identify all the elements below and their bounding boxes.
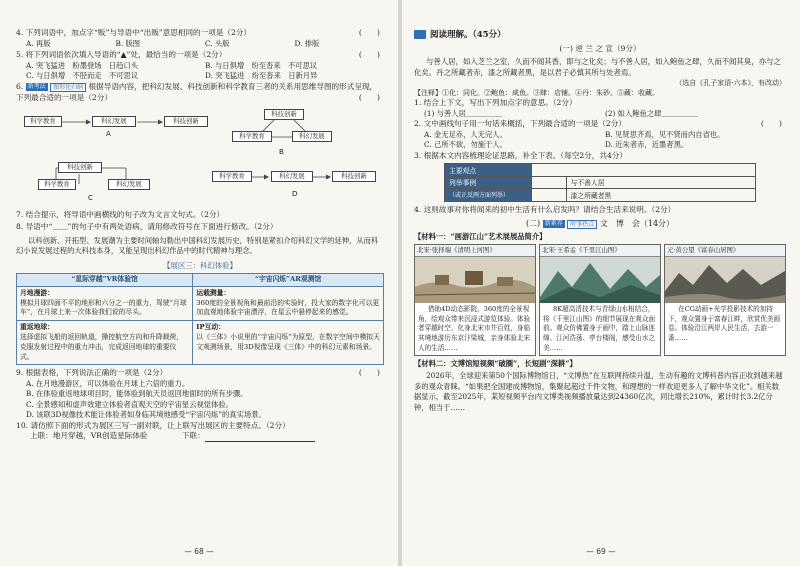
left-page [0, 0, 398, 566]
question-r2: 2. 文中画线句子用一句话来概括，下列最合适的一项是（2分） ( ) [414, 119, 782, 129]
box-tech-innovation: 科技创新 [332, 171, 376, 182]
table-cell: 漆之所藏者黑 [566, 189, 756, 202]
option-label-d: D [292, 189, 298, 198]
exhibit-title: 【展区三：科幻体验】 [163, 260, 237, 270]
table-cell: 与不善人居 [566, 176, 756, 189]
exhibit-gallery [414, 244, 786, 356]
painting-landscape-icon [415, 257, 535, 303]
question-r3: 3. 根据本文内容梳理论证思路，补全下表。（每空2分，共4分） [414, 150, 627, 160]
answer-parens[interactable]: ( ) [358, 93, 380, 103]
table-row-header: 列举事例 [445, 176, 532, 189]
couplet-upper: 地月穿越，VR创造星际体验 [52, 431, 148, 441]
passage-source: （选自《孔子家语·六本》，有改动） [675, 79, 786, 87]
question-6: 6. 新考法 图形化归纳 根据导语内容，把科幻发展、科技创新和科学教育三者的关系用思维导图的形式呈现，下列最合适的一项是（2分） ( ) [16, 82, 380, 103]
r2-option-a: A. 金无足赤，人无完人。 [424, 129, 507, 139]
literacy-tag: 新素养 [544, 220, 563, 228]
q5-options [16, 61, 384, 82]
passage-2-title: (二) 新素养 时事热点 文 博 会（14分） [525, 219, 675, 229]
exhibit-col-ar: “宇宙闪烁”AR观测馆 [193, 273, 384, 286]
q9-option-a: A. 在月地漫游区，可以体验在月球上六倍的重力。 [26, 378, 190, 388]
q9-options [16, 379, 384, 421]
question-4: 4. 下列词语中，加点字“贩”与导语中“出贩”意思相同的一项是（2分） ( ) [16, 28, 380, 37]
box-science-education: 科学教育 [24, 116, 62, 127]
table-row-header: （或正反两方面列举） [445, 189, 532, 202]
q9-option-d: D. 该联3D视像技术能让体验者如身临其境地感受“宇宙闪烁”的真实场景。 [26, 410, 266, 420]
option-label-b: B [279, 147, 284, 156]
painting-river-icon [665, 257, 785, 303]
question-r1: 1. 结合上下文，写出下列加点字的意思。（2分） [414, 98, 577, 108]
exhibit-col-vr: “星际穿越”VR体验馆 [17, 273, 193, 286]
q9-option-c: C. 全景感知和虚声效建立体验者直观天空的宇宙星云视觉体验。 [26, 399, 233, 409]
question-10: 10. 请仿照下面的形式为展区三写一副对联，让上联写出展区的主要特点。（2分） [16, 420, 290, 430]
exhibit-cell: IP互动： 以《三体》小说里的“宇宙闪烁”为原型，在数字空间中模拟天文观测场景，用3D视像呈现《三体》中的科幻元素和场景。 [193, 321, 384, 365]
table-row-header: 主要观点 [445, 164, 532, 177]
answer-parens[interactable]: ( ) [358, 28, 380, 37]
exhibit-table [16, 273, 384, 365]
q4-option-c: C. 头版 [205, 38, 230, 48]
box-scifi-development: 科幻发展 [108, 179, 150, 190]
option-label-c: C [88, 193, 93, 202]
new-method-tag: 新考法 [27, 83, 46, 91]
gallery-item [414, 244, 536, 356]
box-tech-innovation: 科技创新 [164, 116, 208, 127]
section-heading: 阅读理解。（45分） [414, 28, 786, 40]
r2-option-d: D. 近朱者赤，近墨者黑。 [605, 140, 689, 150]
q5-option-a: A. 突飞猛进 粉墨登场 日趋口头 [26, 60, 139, 70]
q9-option-b: B. 在体验重返地球项目时，能体验到航天员返回地面时的所有步骤。 [26, 389, 248, 399]
box-science-education: 科学教育 [212, 171, 252, 182]
q4-option-a: A. 再版 [26, 38, 51, 48]
book-icon [414, 30, 426, 39]
answer-parens[interactable]: ( ) [760, 119, 782, 129]
option-label-a: A [106, 129, 111, 138]
question-8: 8. 导语中“＿＿”的句子中有两处语病，请用修改符号在下面进行修改。（2分） [16, 222, 278, 232]
mind-map-options [16, 106, 384, 208]
gallery-caption: 北宋·王希孟《千里江山图》 [540, 245, 660, 257]
painting-mountains-icon [540, 257, 660, 303]
box-tech-innovation: 科技创新 [264, 109, 304, 120]
couplet-lower-answer[interactable] [205, 434, 315, 442]
box-scifi-development: 科幻发展 [271, 171, 313, 182]
q4-option-d: D. 排版 [294, 38, 320, 48]
r1-blank-2[interactable]: (2) 如入鲍鱼之肆＿＿＿＿＿ [605, 108, 698, 118]
box-scifi-development: 科幻发展 [92, 116, 136, 127]
question-9: 9. 根据表格，下列说法正确的一项是（2分） ( ) [16, 368, 380, 378]
material-1-heading: 【材料一：“画游江山”艺术展展品简介】 [414, 232, 547, 242]
exhibit-cell: 月地漫游： 模拟月球四面不平的地形和六分之一的重力，驾驶“月球车”，在月球上来一次体验我们说的尽头。 [17, 286, 193, 320]
question-7: 7. 结合提示，将导语中画横线的句子改为文言文句式。（2分） [16, 209, 225, 219]
r2-option-b: B. 见贤思齐焉，见不贤而内自省也。 [605, 129, 725, 139]
q8-passage: 以科创新、开拓型、发展潮为主要时间轴勾勒出中国科幻发展历史，特别是紧扣介绍科幻文学的延伸，从而科幻小说发展过程的大科技本身，又能呈现出科幻作品中的时代精神与理念。 [16, 235, 379, 256]
box-tech-innovation: 科技创新 [58, 162, 102, 173]
q5-option-d: D. 突飞猛进 纷至沓来 日新月异 [205, 71, 318, 80]
q5-option-b: B. 与日俱增 纷至沓来 不可思议 [205, 60, 318, 70]
question-5: 5. 将下列词语依次填入导语的“▲”处，最恰当的一项是（2分） ( ) [16, 50, 380, 59]
gallery-item [664, 244, 786, 356]
r1-blanks [414, 109, 786, 119]
r2-option-c: C. 己所不欲，勿施于人。 [424, 140, 507, 150]
box-science-education: 科学教育 [232, 131, 272, 142]
question-r4: 4. 这则故事对你将闻来的初中生活有什么启发吗？请结合生活来说明。（2分） [414, 204, 676, 214]
painting-image [540, 257, 660, 303]
painting-image [415, 257, 535, 303]
passage-1-title: (一) 逆 兰 之 宣（9分） [559, 44, 641, 53]
exhibit-cell: 运载测量： 360度的全景视角和最前沿的实验时，投大家的数字化可以更加直观地体验宇宙漂浮，在星云中悬停起来的感觉。 [193, 286, 384, 320]
answer-parens[interactable]: ( ) [358, 368, 380, 378]
couplet-line: 上联：地月穿越，VR创造星际体验 下联： [16, 431, 384, 442]
answer-cell[interactable] [532, 189, 566, 202]
gallery-item [539, 244, 661, 356]
annotations: 【注释】①化：同化。②鲍鱼：咸鱼。③肆：店铺。④丹：朱砂。⑤藏：收藏。 [414, 89, 659, 97]
answer-cell[interactable] [532, 176, 566, 189]
material-2-text: 2026年，全球迎来第50个国际博物馆日，“文博热”在互联网持续升温，生动有趣的文博科普内容正收到越来越多的观众青睐。“如果把全国建成博物馆，集聚起超过千件文物，和理想的一样欢迎更多人了解中华文化”。相关数据显示，截至2025年，某短视频平台内文博类视频播放量达到24360亿次，同比增长210%，累计时长3.2亿分钟，相当于…… [414, 371, 783, 413]
diagram-tag: 图形化归纳 [50, 83, 86, 92]
page-number: — 69 — [586, 547, 616, 556]
q5-option-c: C. 与日俱增 不胫而走 不可思议 [26, 71, 139, 80]
exhibit-cell: 重返地球： 选择虚拟飞船的返回轨道，操控航空方向和升降载荷，克服发射过程中的重力冲击，完成返回地球的重要仪式。 [17, 321, 193, 365]
gallery-caption: 北宋·张择端《清明上河图》 [415, 245, 535, 257]
answer-parens[interactable]: ( ) [358, 50, 380, 59]
box-science-education: 科学教育 [38, 179, 76, 190]
page-number: — 68 — [184, 547, 214, 556]
gallery-text: 8K超高清技术与青绿山水相结合，将《千里江山图》的细节展现在观众面前。观众仿佛置身于画中，踏上山脉连绵、江河浩荡、亭台楼阁，感受山水之美…… [543, 305, 656, 352]
argument-table [444, 163, 756, 202]
box-scifi-development: 科幻发展 [292, 131, 332, 142]
r1-blank-1[interactable]: (1) 与善人居＿＿＿＿＿ [424, 108, 503, 118]
gallery-text: 在CG动画+光学投影技术的加持下，观众置身于富春江畔，欣赏优美画卷。体验沿江两岸人民生活，去游一番…… [668, 305, 781, 343]
q4-options [16, 39, 384, 49]
gallery-text: 借助4D动态影院，360度的全景视角，绘观众带来沉浸式游览体验。体验者穿越时空，化身北宋市井百姓，身临其境地游历东京汴梁城，亲身体验北宋人的生活…… [418, 305, 531, 352]
right-page [402, 0, 800, 566]
answer-cell[interactable] [532, 164, 756, 177]
painting-image [665, 257, 785, 303]
material-2-heading: 【材料二：文博馆短视频“破圈”，长短剧“深耕”】 [414, 359, 577, 369]
gallery-caption: 元·黄公望《富春山居图》 [665, 245, 785, 257]
news-tag: 时事热点 [567, 220, 597, 229]
r2-options [414, 130, 786, 151]
q4-option-b: B. 版图 [115, 38, 141, 48]
classical-passage: 与善人居，如入芝兰之室，久而不闻其香，即与之化矣；与不善人居，如入鲍鱼之肆，久而不闻其臭，亦与之化矣。丹之所藏者赤，漆之所藏者黑，是以君子必慎其所与处者焉。 [414, 57, 781, 77]
